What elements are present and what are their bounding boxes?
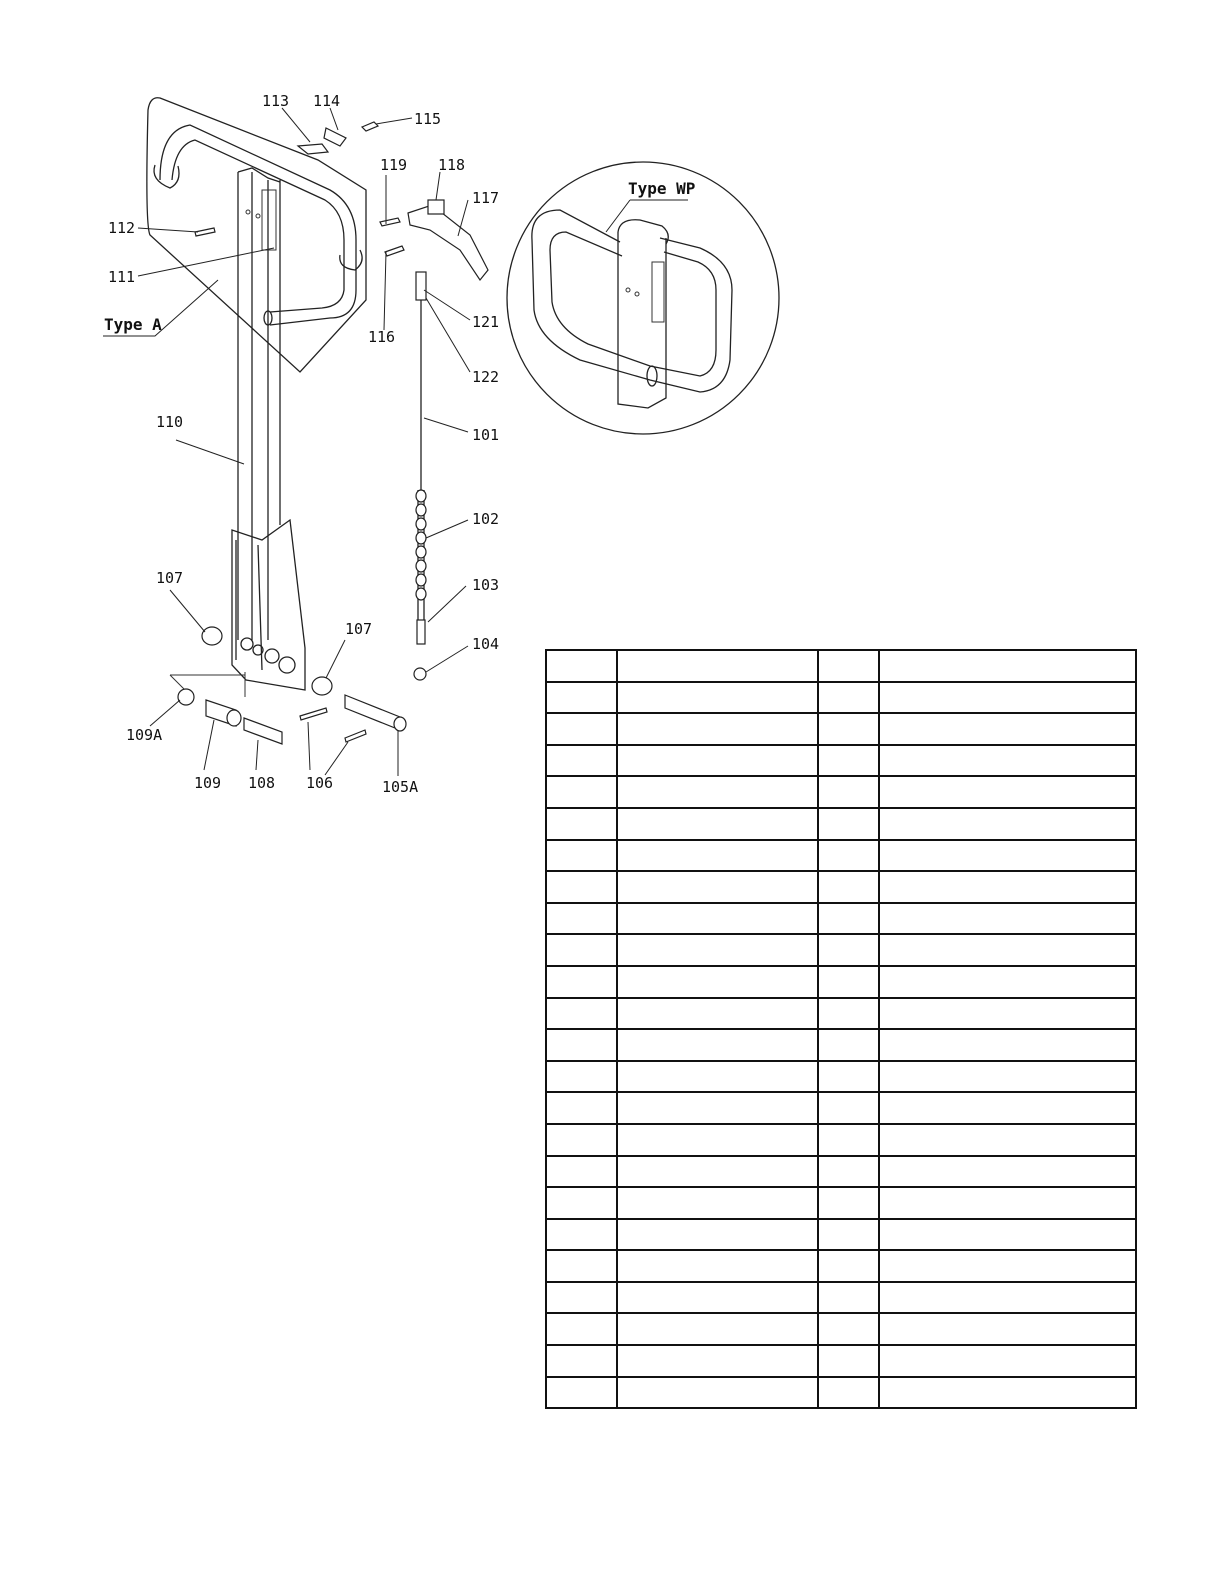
table-cell: [818, 1029, 879, 1061]
table-cell: [617, 650, 818, 682]
table-cell: [546, 1061, 617, 1093]
table-cell: [546, 1219, 617, 1251]
table-cell: [617, 840, 818, 872]
table-row: [546, 1313, 1136, 1345]
callout-108: 108: [248, 774, 276, 792]
table-row: [546, 840, 1136, 872]
table-row: [546, 776, 1136, 808]
table-cell: [818, 1282, 879, 1314]
table-cell: [879, 650, 1136, 682]
type-a-label: Type A: [104, 315, 162, 334]
table-cell: [617, 903, 818, 935]
parts-table-body: [546, 650, 1136, 1408]
table-cell: [617, 1061, 818, 1093]
table-cell: [818, 650, 879, 682]
table-cell: [879, 840, 1136, 872]
table-cell: [617, 934, 818, 966]
table-cell: [546, 682, 617, 714]
table-cell: [617, 1250, 818, 1282]
table-cell: [617, 776, 818, 808]
table-cell: [617, 998, 818, 1030]
table-cell: [818, 713, 879, 745]
callout-111: 111: [108, 268, 136, 286]
table-cell: [617, 871, 818, 903]
table-cell: [617, 1219, 818, 1251]
callout-109a: 109A: [126, 726, 163, 744]
table-cell: [879, 713, 1136, 745]
table-cell: [879, 871, 1136, 903]
table-cell: [879, 934, 1136, 966]
table-cell: [818, 1219, 879, 1251]
table-row: [546, 1061, 1136, 1093]
small-parts-drawing: [178, 122, 488, 744]
table-cell: [546, 1313, 617, 1345]
callout-118: 118: [438, 156, 466, 174]
table-row: [546, 650, 1136, 682]
table-cell: [546, 1092, 617, 1124]
table-cell: [546, 998, 617, 1030]
table-cell: [818, 840, 879, 872]
table-cell: [879, 808, 1136, 840]
table-row: [546, 1029, 1136, 1061]
callout-114: 114: [313, 92, 341, 110]
table-cell: [879, 1124, 1136, 1156]
table-cell: [617, 745, 818, 777]
callout-116: 116: [368, 328, 396, 346]
callout-103: 103: [472, 576, 500, 594]
callout-101: 101: [472, 426, 500, 444]
table-row: [546, 1282, 1136, 1314]
table-cell: [879, 966, 1136, 998]
table-cell: [879, 1345, 1136, 1377]
table-cell: [617, 1377, 818, 1409]
type-wp-label: Type WP: [628, 179, 696, 198]
table-cell: [546, 871, 617, 903]
table-cell: [546, 934, 617, 966]
table-row: [546, 998, 1136, 1030]
table-cell: [546, 1187, 617, 1219]
table-row: [546, 1187, 1136, 1219]
parts-table: [545, 649, 1137, 1409]
callout-115: 115: [414, 110, 442, 128]
table-cell: [818, 1092, 879, 1124]
table-cell: [879, 1377, 1136, 1409]
table-row: [546, 903, 1136, 935]
table-cell: [879, 1156, 1136, 1188]
callout-107-right: 107: [345, 620, 373, 638]
table-cell: [818, 1187, 879, 1219]
table-cell: [818, 745, 879, 777]
table-row: [546, 1124, 1136, 1156]
callout-104: 104: [472, 635, 500, 653]
table-cell: [617, 1156, 818, 1188]
callout-117: 117: [472, 189, 500, 207]
table-row: [546, 966, 1136, 998]
table-cell: [546, 745, 617, 777]
table-cell: [546, 903, 617, 935]
table-cell: [546, 1156, 617, 1188]
table-cell: [617, 808, 818, 840]
table-cell: [546, 1282, 617, 1314]
table-cell: [546, 1029, 617, 1061]
table-cell: [818, 1124, 879, 1156]
callout-112: 112: [108, 219, 136, 237]
table-cell: [879, 1282, 1136, 1314]
table-cell: [546, 1124, 617, 1156]
table-cell: [617, 1029, 818, 1061]
table-row: [546, 871, 1136, 903]
table-cell: [546, 1345, 617, 1377]
callout-122: 122: [472, 368, 500, 386]
table-cell: [818, 1156, 879, 1188]
table-row: [546, 745, 1136, 777]
table-cell: [546, 1250, 617, 1282]
callout-106: 106: [306, 774, 334, 792]
table-cell: [546, 713, 617, 745]
table-cell: [546, 1377, 617, 1409]
table-cell: [546, 650, 617, 682]
callout-109: 109: [194, 774, 222, 792]
table-cell: [879, 1061, 1136, 1093]
table-cell: [818, 808, 879, 840]
table-cell: [617, 713, 818, 745]
table-cell: [546, 840, 617, 872]
table-cell: [617, 1124, 818, 1156]
table-cell: [818, 998, 879, 1030]
callout-107-left: 107: [156, 569, 184, 587]
table-cell: [818, 1377, 879, 1409]
table-cell: [879, 1187, 1136, 1219]
table-cell: [879, 1250, 1136, 1282]
table-cell: [818, 871, 879, 903]
table-cell: [879, 682, 1136, 714]
handle-type-wp-detail: [507, 162, 779, 434]
table-cell: [617, 1313, 818, 1345]
table-cell: [879, 1219, 1136, 1251]
table-cell: [879, 1029, 1136, 1061]
table-row: [546, 713, 1136, 745]
table-cell: [617, 682, 818, 714]
table-cell: [879, 745, 1136, 777]
table-cell: [818, 1061, 879, 1093]
table-cell: [818, 966, 879, 998]
table-cell: [818, 934, 879, 966]
table-row: [546, 1345, 1136, 1377]
table-cell: [818, 682, 879, 714]
table-cell: [617, 966, 818, 998]
table-cell: [818, 1313, 879, 1345]
table-row: [546, 1219, 1136, 1251]
callout-113: 113: [262, 92, 290, 110]
table-row: [546, 934, 1136, 966]
table-cell: [879, 998, 1136, 1030]
callout-119: 119: [380, 156, 408, 174]
table-cell: [546, 808, 617, 840]
table-cell: [617, 1345, 818, 1377]
table-cell: [617, 1187, 818, 1219]
table-cell: [818, 1250, 879, 1282]
callout-105a: 105A: [382, 778, 419, 796]
table-row: [546, 1377, 1136, 1409]
table-row: [546, 808, 1136, 840]
table-row: [546, 1092, 1136, 1124]
callout-102: 102: [472, 510, 500, 528]
table-row: [546, 1250, 1136, 1282]
table-cell: [818, 903, 879, 935]
table-cell: [818, 776, 879, 808]
table-cell: [546, 776, 617, 808]
table-row: [546, 682, 1136, 714]
callout-121: 121: [472, 313, 500, 331]
handle-type-a-drawing: [147, 98, 366, 697]
table-cell: [617, 1282, 818, 1314]
table-row: [546, 1156, 1136, 1188]
table-cell: [879, 1092, 1136, 1124]
table-cell: [617, 1092, 818, 1124]
callout-110: 110: [156, 413, 184, 431]
table-cell: [546, 966, 617, 998]
table-cell: [879, 903, 1136, 935]
table-cell: [879, 1313, 1136, 1345]
table-cell: [879, 776, 1136, 808]
table-cell: [818, 1345, 879, 1377]
